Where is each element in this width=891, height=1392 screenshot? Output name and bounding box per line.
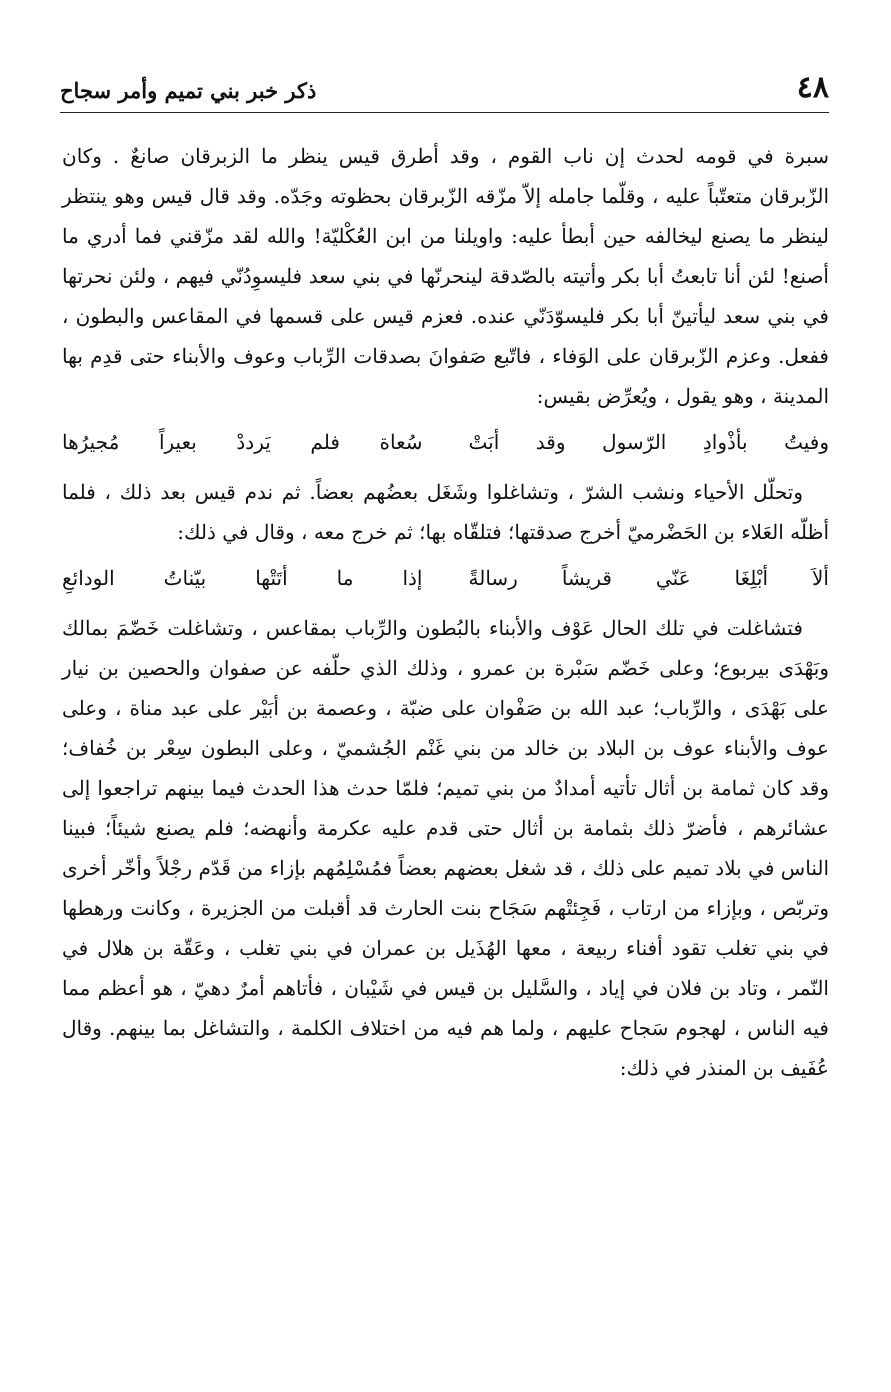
paragraph: سبرة في قومه لحدث إن ناب القوم ، وقد أطرق قيس ينظر ما الزبرقان صانعٌ . وكان الزّبرقان متعتّباً عليه ، وقلّما جامله إلاّ مزّقه الزّبرقان بحظوته وجَدّه. وقد قال قيس وهو ينتظر لينظر ما يصنع ليخالفه حين أبطأ عليه: واويلنا من ابن العُكْليّة! والله لقد مزّقني فما أدري ما أصنع! لئن أنا تابعتُ أبا بكر وأتيته بالصّدقة لينحرنّها في بني سعد فليسوِدُنّي فيهم ، ولئن نحرتها في بني سعد ليأتينّ أبا بكر فليسوّدَنّي عنده. فعزم قيس على قسمها في المقاعس والبطون ، ففعل. وعزم الزّبرقان على الوَفاء ، فاتّبع صَفوانَ بصدقات الرِّباب وعوف والأبناء حتى قدِم بها المدينة ، وهو يقول ، ويُعرِّض بقيس: [62, 144, 830, 408]
verse-second-hemistich: إذا ما أتَتْها بيّناتُ الودائعِ [62, 566, 423, 590]
verse-second-hemistich: سُعاة فلم يَرددْ بعيراً مُجيرُها [62, 430, 423, 454]
page-header [60, 66, 829, 113]
verse-line [62, 422, 829, 462]
page-number: ٤٨ [796, 70, 829, 105]
verse-first-hemistich: ألاَ أبْلِغَا عَنّي قريشاً رسالةً [468, 566, 829, 590]
paragraph: فتشاغلت في تلك الحال عَوْف والأبناء بالبُطون والرِّباب بمقاعس ، وتشاغلت خَضّمَ بمالك وبَهْدَى بيربوع؛ وعلى خَضّم سَبْرة بن عمرو ، وذلك الذي حلّفه عن صفوان والحصين بن نيار على بَهْدَى ، والرِّباب؛ عبد الله بن صَفْوان على ضبّة ، وعصمة بن أبَيْر على عبد مناة ، وعلى عوف والأبناء عوف بن البلاد بن خالد من بني غَنْم الجُشميّ ، وعلى البطون سِعْر بن خُفاف؛ وقد كان ثمامة بن أثال تأتيه أمدادٌ من بني تميم؛ فلمّا حدث هذا الحدث فيما بينهم تراجعوا إلى عشائرهم ، فأضرّ ذلك بثمامة بن أثال حتى قدم عليه عكرمة وأنهضه؛ فلم يصنع شيئاً؛ فبينا الناس في بلاد تميم على ذلك ، قد شغل بعضهم بعضاً فمُسْلِمُهم بإزاء من قَدّم رجْلاً وأخّر أخرى وتربّص ، وبإزاء من ارتاب ، فَجِئتْهم سَجَاح بنت الحارث قد أقبلت من الجزيرة ، وكانت ورهطها في بني تغلب تقود أفناء ربيعة ، معها الهُذَيل بن عمران في بني تغلب ، وعَقّة بن هلال في النّمر ، وتاد بن فلان في إياد ، والسَّليل بن قيس في شَيْبان ، فأتاهم أمرٌ دهيّ ، هو أعظم مما فيه الناس ، لهجوم سَجاح عليهم ، ولما هم فيه من اختلاف الكلمة ، والتشاغل بما بينهم. وقال عُفَيف بن المنذر في ذلك: [62, 616, 829, 1080]
running-title: ذكر خبر بني تميم وأمر سجاح [60, 78, 317, 103]
paragraph: وتحلّل الأحياء ونشب الشرّ ، وتشاغلوا وشَغَل بعضُهم بعضاً. ثم ندم قيس بعد ذلك ، فلما أظلّه العَلاء بن الحَضْرميّ أخرج صدقتها؛ فتلقّاه بها؛ ثم خرج معه ، وقال في ذلك: [62, 480, 829, 544]
verse-first-hemistich: وفيتُ بأذْوادِ الرّسول وقد أبَتْ [468, 430, 829, 454]
verse-line [62, 558, 829, 598]
body-text [62, 136, 829, 1088]
